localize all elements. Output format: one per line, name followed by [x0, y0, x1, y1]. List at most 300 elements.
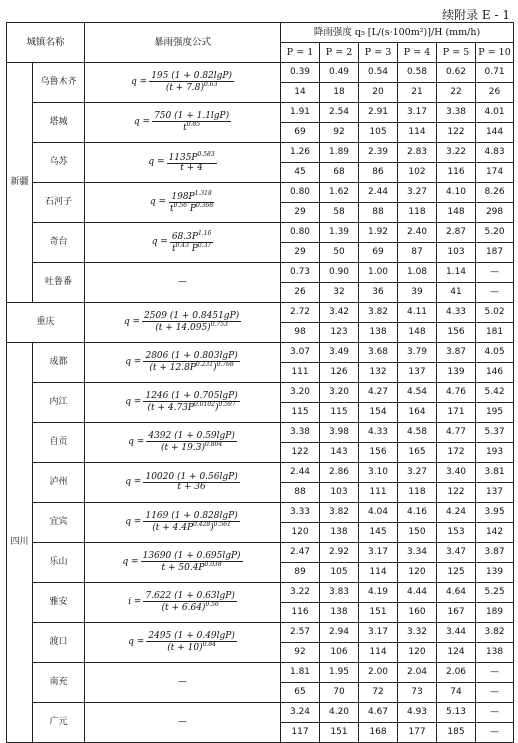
formula-lhs: q = [123, 316, 141, 327]
intensity-h-value: 156 [437, 323, 476, 343]
intensity-h-value: 22 [437, 83, 476, 103]
intensity-q-value: 5.20 [476, 223, 514, 243]
intensity-q-value: 1.08 [398, 263, 437, 283]
formula-fraction [143, 592, 236, 614]
intensity-q-value: 0.54 [359, 63, 398, 83]
intensity-q-value: 4.54 [398, 383, 437, 403]
intensity-q-value: 1.81 [281, 663, 320, 683]
intensity-h-value: 181 [476, 323, 514, 343]
province-label: 重庆 [7, 303, 85, 343]
formula-denominator: $(t + 6.64)^{0.56}$ [161, 601, 219, 613]
table-row [7, 663, 514, 683]
formula-numerator: 750 (1 + 1.1lgP) [154, 110, 230, 121]
intensity-h-value: 92 [281, 643, 320, 663]
intensity-q-value: 0.49 [320, 63, 359, 83]
intensity-q-value: 1.39 [320, 223, 359, 243]
formula-lhs: q = [125, 396, 142, 407]
intensity-h-value: 29 [281, 243, 320, 263]
intensity-h-value: 148 [398, 323, 437, 343]
intensity-q-value: 2.94 [320, 623, 359, 643]
formula-denominator: $(t + 12.8P^{0.231})^{0.768}$ [149, 361, 234, 373]
formula-lhs: q = [133, 116, 151, 127]
intensity-h-value: 118 [398, 203, 437, 223]
intensity-q-value: 0.80 [281, 223, 320, 243]
intensity-q-value: 0.71 [476, 63, 514, 83]
intensity-q-value: 3.27 [398, 463, 437, 483]
intensity-q-value: 2.87 [437, 223, 476, 243]
intensity-h-value: 103 [437, 243, 476, 263]
rain-intensity-formula: — [85, 263, 281, 303]
intensity-h-value: 146 [476, 363, 514, 383]
intensity-q-value: 2.83 [398, 143, 437, 163]
table-row [7, 463, 514, 483]
rain-intensity-formula [85, 223, 281, 263]
intensity-h-value: — [476, 723, 514, 743]
formula-lhs: q = [128, 636, 145, 647]
intensity-h-value: 193 [476, 443, 514, 463]
formula-numerator: 2509 (1 + 0.8451gP) [144, 310, 240, 321]
city-name: 吐鲁番 [33, 263, 85, 303]
formula-lhs: q = [122, 556, 139, 567]
intensity-h-value: 26 [476, 83, 514, 103]
intensity-q-value: 3.81 [476, 463, 514, 483]
intensity-q-value: 4.33 [359, 423, 398, 443]
intensity-h-value: 114 [359, 563, 398, 583]
intensity-q-value: 5.37 [476, 423, 514, 443]
table-row [7, 103, 514, 123]
city-name: 石河子 [33, 183, 85, 223]
intensity-q-value: 3.44 [437, 623, 476, 643]
city-name: 内江 [33, 383, 85, 423]
city-name: 奇台 [33, 223, 85, 263]
period-header: P = 2 [320, 43, 359, 63]
intensity-q-value: 2.92 [320, 543, 359, 563]
table-caption: 续附录 E - 1 [442, 8, 510, 22]
intensity-q-value: 3.20 [320, 383, 359, 403]
intensity-q-value: 2.04 [398, 663, 437, 683]
intensity-q-value: 1.95 [320, 663, 359, 683]
intensity-h-value: 138 [476, 643, 514, 663]
table-row [7, 263, 514, 283]
rain-intensity-formula: — [85, 663, 281, 703]
intensity-q-value: 2.00 [359, 663, 398, 683]
intensity-q-value: 3.42 [320, 303, 359, 323]
formula-fraction [149, 72, 234, 94]
formula-denominator: $(t + 4.4P^{0.428})^{0.561}$ [152, 521, 231, 533]
formula-lhs: q = [148, 156, 165, 167]
intensity-q-value: 4.77 [437, 423, 476, 443]
intensity-h-value: 138 [359, 323, 398, 343]
formula-lhs: q = [125, 476, 142, 487]
intensity-h-value: 87 [398, 243, 437, 263]
formula-numerator: 1169 (1 + 0.828lgP) [145, 510, 238, 521]
intensity-q-value: 3.10 [359, 463, 398, 483]
city-name-header: 城镇名称 [7, 23, 85, 63]
rain-intensity-formula [85, 463, 281, 503]
intensity-q-value: 3.82 [320, 503, 359, 523]
intensity-q-value: 3.87 [437, 343, 476, 363]
intensity-h-value: 189 [476, 603, 514, 623]
intensity-q-value: 4.44 [398, 583, 437, 603]
city-name: 乌鲁木齐 [33, 63, 85, 103]
formula-fraction [141, 552, 243, 574]
intensity-q-value: 5.02 [476, 303, 514, 323]
intensity-h-value: 122 [437, 123, 476, 143]
intensity-h-value: — [476, 683, 514, 703]
city-name: 成都 [33, 343, 85, 383]
intensity-q-value: 8.26 [476, 183, 514, 203]
intensity-q-value: 3.33 [281, 503, 320, 523]
intensity-h-value: 88 [359, 203, 398, 223]
formula-numerator: 4392 (1 + 0.59lgP) [148, 430, 235, 441]
intensity-q-value: — [476, 263, 514, 283]
province-label: 新疆 [7, 63, 33, 303]
intensity-h-value: 105 [320, 563, 359, 583]
intensity-q-value: 0.80 [281, 183, 320, 203]
intensity-h-value: 124 [437, 643, 476, 663]
intensity-q-value: 3.07 [281, 343, 320, 363]
formula-fraction [168, 191, 215, 215]
intensity-h-value: 14 [281, 83, 320, 103]
intensity-h-value: 50 [320, 243, 359, 263]
intensity-q-value: 4.10 [437, 183, 476, 203]
intensity-q-value: 3.68 [359, 343, 398, 363]
formula-denominator: $(t + 19.3)^{0.804}$ [161, 441, 223, 453]
intensity-h-value: 116 [437, 163, 476, 183]
table-row [7, 143, 514, 163]
intensity-q-value: 4.76 [437, 383, 476, 403]
intensity-h-value: 111 [359, 483, 398, 503]
intensity-h-value: 138 [320, 523, 359, 543]
table-row [7, 543, 514, 563]
period-header: P = 3 [359, 43, 398, 63]
formula-denominator: $(t + 10)^{0.84}$ [167, 641, 216, 653]
intensity-q-value: 3.38 [437, 103, 476, 123]
table-row [7, 703, 514, 723]
intensity-h-value: 72 [359, 683, 398, 703]
intensity-h-value: 137 [476, 483, 514, 503]
intensity-h-value: 86 [359, 163, 398, 183]
formula-fraction [142, 312, 241, 334]
intensity-h-value: 126 [320, 363, 359, 383]
intensity-q-value: 2.47 [281, 543, 320, 563]
intensity-q-value: 4.93 [398, 703, 437, 723]
intensity-h-value: 172 [437, 443, 476, 463]
intensity-q-value: 2.57 [281, 623, 320, 643]
formula-denominator: $t^{0.43}$ $P^{0.37}$ [171, 242, 212, 254]
intensity-h-value: 142 [476, 523, 514, 543]
intensity-q-value: 0.39 [281, 63, 320, 83]
rain-intensity-formula [85, 303, 281, 343]
formula-fraction [170, 231, 213, 255]
formula-lhs: q = [125, 356, 142, 367]
intensity-h-value: 145 [359, 523, 398, 543]
rain-intensity-formula [85, 583, 281, 623]
city-name: 自贡 [33, 423, 85, 463]
table-row [7, 223, 514, 243]
intensity-q-value: 0.73 [281, 263, 320, 283]
intensity-h-value: 89 [281, 563, 320, 583]
intensity-q-value: 1.14 [437, 263, 476, 283]
intensity-q-value: 1.91 [281, 103, 320, 123]
intensity-h-value: 171 [437, 403, 476, 423]
intensity-q-value: 1.00 [359, 263, 398, 283]
formula-denominator: $t + 50.4P^{0.038}$ [161, 561, 222, 573]
formula-numerator: 2806 (1 + 0.803lgP) [145, 350, 238, 361]
intensity-h-value: — [476, 283, 514, 303]
formula-lhs: q = [151, 236, 168, 247]
intensity-h-value: 98 [281, 323, 320, 343]
formula-denominator: $t^{0.56}$ $P^{0.368}$ [170, 202, 214, 214]
intensity-h-value: 164 [398, 403, 437, 423]
intensity-q-value: 2.54 [320, 103, 359, 123]
intensity-q-value: 4.83 [476, 143, 514, 163]
table-body [7, 63, 514, 743]
intensity-h-value: 115 [320, 403, 359, 423]
intensity-h-value: 45 [281, 163, 320, 183]
formula-denominator: $(t + 4.73P^{0.0102})^{0.597}$ [147, 401, 236, 413]
formula-numerator: $1135P^{0.583}$ [168, 150, 215, 163]
formula-fraction [146, 432, 237, 454]
intensity-h-value: 70 [320, 683, 359, 703]
intensity-h-value: 115 [281, 403, 320, 423]
intensity-h-value: 114 [359, 643, 398, 663]
intensity-q-value: 3.82 [476, 623, 514, 643]
intensity-q-value: 5.13 [437, 703, 476, 723]
intensity-h-value: 167 [437, 603, 476, 623]
intensity-h-value: 139 [476, 563, 514, 583]
intensity-q-value: 3.27 [398, 183, 437, 203]
intensity-h-value: 65 [281, 683, 320, 703]
intensity-q-value: 4.05 [476, 343, 514, 363]
intensity-q-value: 3.22 [437, 143, 476, 163]
intensity-h-value: 106 [320, 643, 359, 663]
intensity-h-value: 118 [398, 483, 437, 503]
intensity-q-value: 4.01 [476, 103, 514, 123]
rainfall-intensity-table [6, 22, 514, 743]
intensity-q-value: 4.04 [359, 503, 398, 523]
city-name: 南充 [33, 663, 85, 703]
rain-intensity-formula [85, 63, 281, 103]
table-row [7, 183, 514, 203]
intensity-h-value: 125 [437, 563, 476, 583]
rain-intensity-formula [85, 103, 281, 143]
intensity-q-value: 3.83 [320, 583, 359, 603]
intensity-h-value: 122 [437, 483, 476, 503]
intensity-q-value: 4.16 [398, 503, 437, 523]
intensity-h-value: 32 [320, 283, 359, 303]
intensity-h-value: 74 [437, 683, 476, 703]
intensity-q-value: 1.92 [359, 223, 398, 243]
period-header: P = 10 [476, 43, 514, 63]
intensity-h-value: 160 [398, 603, 437, 623]
intensity-h-value: 36 [359, 283, 398, 303]
intensity-h-value: 174 [476, 163, 514, 183]
intensity-q-value: 3.34 [398, 543, 437, 563]
intensity-q-value: 3.22 [281, 583, 320, 603]
formula-numerator: 1246 (1 + 0.705lgP) [145, 390, 238, 401]
rain-intensity-formula: — [85, 703, 281, 743]
intensity-q-value: 3.24 [281, 703, 320, 723]
formula-lhs: q = [131, 76, 148, 87]
period-header: P = 1 [281, 43, 320, 63]
formula-fraction [167, 152, 217, 174]
intensity-h-value: 122 [281, 443, 320, 463]
intensity-h-value: 41 [437, 283, 476, 303]
intensity-q-value: 1.89 [320, 143, 359, 163]
intensity-q-value: 4.64 [437, 583, 476, 603]
intensity-h-value: 132 [359, 363, 398, 383]
formula-numerator: 2495 (1 + 0.49lgP) [148, 630, 235, 641]
table-row [7, 303, 514, 323]
formula-fraction [143, 352, 239, 374]
formula-lhs: q = [149, 196, 167, 207]
intensity-q-value: 5.25 [476, 583, 514, 603]
rain-intensity-formula [85, 183, 281, 223]
formula-denominator: $t^{0.85}$ [183, 121, 201, 133]
intensity-q-value: 1.62 [320, 183, 359, 203]
table-row [7, 503, 514, 523]
table-row [7, 383, 514, 403]
intensity-q-value: 3.87 [476, 543, 514, 563]
formula-numerator: 13690 (1 + 0.695lgP) [142, 550, 241, 561]
intensity-q-value: 4.27 [359, 383, 398, 403]
intensity-q-value: 3.17 [398, 103, 437, 123]
table-row [7, 623, 514, 643]
intensity-h-value: 18 [320, 83, 359, 103]
intensity-h-value: 195 [476, 403, 514, 423]
formula-denominator: $(t + 14.095)^{0.753}$ [155, 321, 228, 333]
intensity-h-value: 120 [281, 523, 320, 543]
intensity-h-value: 138 [320, 603, 359, 623]
intensity-h-value: 150 [398, 523, 437, 543]
intensity-q-value: 3.98 [320, 423, 359, 443]
intensity-h-value: 143 [320, 443, 359, 463]
intensity-h-value: 58 [320, 203, 359, 223]
intensity-q-value: 3.17 [359, 623, 398, 643]
city-name: 乌苏 [33, 143, 85, 183]
intensity-h-value: 92 [320, 123, 359, 143]
intensity-h-value: 144 [476, 123, 514, 143]
intensity-h-value: 151 [320, 723, 359, 743]
intensity-q-value: 3.82 [359, 303, 398, 323]
intensity-h-value: 148 [437, 203, 476, 223]
intensity-q-value: 4.58 [398, 423, 437, 443]
formula-fraction [146, 632, 237, 654]
intensity-h-value: 88 [281, 483, 320, 503]
intensity-h-value: 298 [476, 203, 514, 223]
intensity-q-value: 3.49 [320, 343, 359, 363]
formula-numerator: $68.3P^{1.16}$ [171, 229, 212, 242]
intensity-q-value: 2.91 [359, 103, 398, 123]
intensity-h-value: 21 [398, 83, 437, 103]
intensity-q-value: 2.39 [359, 143, 398, 163]
formula-numerator: $198P^{1.318}$ [171, 189, 212, 202]
intensity-q-value: 4.24 [437, 503, 476, 523]
intensity-q-value: 2.40 [398, 223, 437, 243]
formula-numerator: 7.622 (1 + 0.63lgP) [145, 590, 235, 601]
formula-denominator: $(t + 7.8)^{0.63}$ [165, 81, 218, 93]
intensity-h-value: 20 [359, 83, 398, 103]
intensity-h-value: 168 [359, 723, 398, 743]
intensity-h-value: 120 [398, 563, 437, 583]
city-name: 宜宾 [33, 503, 85, 543]
intensity-h-value: 120 [398, 643, 437, 663]
intensity-h-value: 29 [281, 203, 320, 223]
formula-fraction [143, 512, 239, 534]
table-row [7, 423, 514, 443]
formula-lhs: q = [128, 436, 145, 447]
intensity-q-value: 3.79 [398, 343, 437, 363]
intensity-q-value: 0.58 [398, 63, 437, 83]
intensity-q-value: 4.11 [398, 303, 437, 323]
rain-intensity-formula [85, 623, 281, 663]
intensity-q-value: 3.20 [281, 383, 320, 403]
intensity-q-value: 3.47 [437, 543, 476, 563]
province-label: 四川 [7, 343, 33, 743]
intensity-q-value: 4.67 [359, 703, 398, 723]
intensity-q-value: 1.26 [281, 143, 320, 163]
intensity-h-value: 154 [359, 403, 398, 423]
intensity-q-value: 0.90 [320, 263, 359, 283]
city-name: 乐山 [33, 543, 85, 583]
intensity-h-value: 185 [437, 723, 476, 743]
intensity-q-value: 2.44 [281, 463, 320, 483]
intensity-h-value: 68 [320, 163, 359, 183]
intensity-q-value: 3.17 [359, 543, 398, 563]
intensity-q-value: 3.38 [281, 423, 320, 443]
intensity-h-value: 137 [398, 363, 437, 383]
intensity-h-value: 39 [398, 283, 437, 303]
intensity-h-value: 114 [398, 123, 437, 143]
rain-intensity-formula [85, 143, 281, 183]
intensity-h-value: 111 [281, 363, 320, 383]
intensity-h-value: 116 [281, 603, 320, 623]
intensity-h-value: 153 [437, 523, 476, 543]
intensity-q-value: 4.20 [320, 703, 359, 723]
intensity-h-value: 103 [320, 483, 359, 503]
intensity-q-value: 2.86 [320, 463, 359, 483]
period-header: P = 4 [398, 43, 437, 63]
formula-fraction [143, 473, 239, 493]
city-name: 广元 [33, 703, 85, 743]
intensity-q-value: 3.40 [437, 463, 476, 483]
formula-lhs: q = [125, 516, 142, 527]
intensity-h-value: 102 [398, 163, 437, 183]
formula-fraction [152, 112, 231, 134]
formula-denominator: t + 36 [177, 482, 206, 492]
intensity-q-value: 3.95 [476, 503, 514, 523]
intensity-q-value: — [476, 663, 514, 683]
rain-intensity-formula [85, 383, 281, 423]
intensity-q-value: 0.62 [437, 63, 476, 83]
rain-intensity-formula [85, 343, 281, 383]
city-name: 雅安 [33, 583, 85, 623]
intensity-h-value: 177 [398, 723, 437, 743]
formula-numerator: 10020 (1 + 0.56lgP) [145, 471, 238, 482]
period-header: P = 5 [437, 43, 476, 63]
intensity-q-value: — [476, 703, 514, 723]
formula-denominator: t + 4 [180, 163, 203, 173]
intensity-h-value: 105 [359, 123, 398, 143]
intensity-h-value: 187 [476, 243, 514, 263]
formula-fraction [143, 392, 239, 414]
table-row [7, 343, 514, 363]
intensity-q-value: 5.42 [476, 383, 514, 403]
intensity-h-value: 73 [398, 683, 437, 703]
intensity-h-value: 26 [281, 283, 320, 303]
intensity-q-value: 4.33 [437, 303, 476, 323]
